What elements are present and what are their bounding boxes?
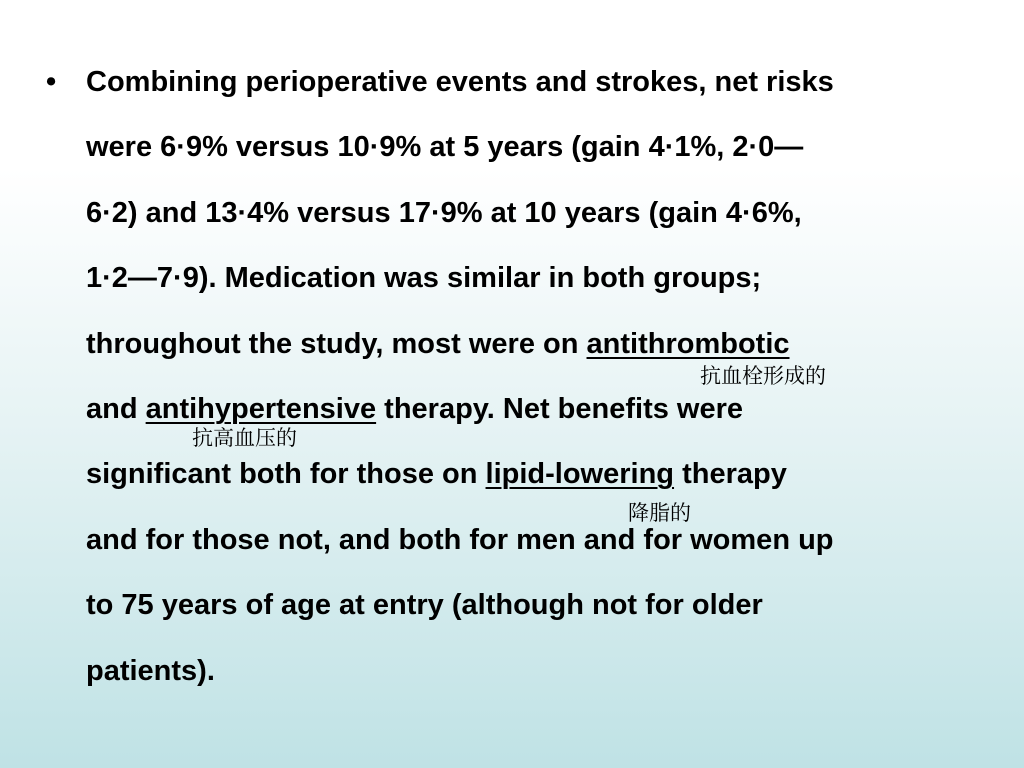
- text-line-7: [86, 454, 787, 494]
- text-line-7-tail: therapy: [674, 458, 787, 490]
- text-line-7-lead: significant both for those on: [86, 458, 486, 490]
- text-line-3: 6·2) and 13·4% versus 17·9% at 10 years (gain 4·6%,: [86, 197, 802, 229]
- gloss-antithrombotic: 抗血栓形成的: [700, 364, 826, 388]
- text-line-6: [86, 389, 743, 429]
- text-line-5-lead: throughout the study, most were on: [86, 328, 587, 360]
- text-line-8: and for those not, and both for men and for women up: [86, 524, 834, 556]
- term-antihypertensive: antihypertensive: [145, 393, 377, 425]
- text-line-5: [86, 324, 790, 364]
- text-line-6-tail: therapy. Net benefits were: [376, 393, 744, 425]
- term-antithrombotic: antithrombotic: [586, 328, 790, 360]
- gloss-lipid-lowering: 降脂的: [628, 501, 691, 525]
- term-lipid-lowering: lipid-lowering: [485, 458, 675, 490]
- text-line-2: were 6·9% versus 10·9% at 5 years (gain 4·1%, 2·0—: [86, 131, 804, 163]
- text-line-10: patients).: [86, 655, 215, 687]
- text-line-4: 1·2—7·9). Medication was similar in both groups;: [86, 262, 762, 294]
- text-line-1: Combining perioperative events and strokes, net risks: [86, 66, 834, 98]
- text-line-9: to 75 years of age at entry (although not for older: [86, 589, 763, 621]
- text-line-6-lead: and: [86, 393, 146, 425]
- gloss-antihypertensive: 抗高血压的: [192, 426, 297, 450]
- bullet-marker: •: [46, 66, 57, 98]
